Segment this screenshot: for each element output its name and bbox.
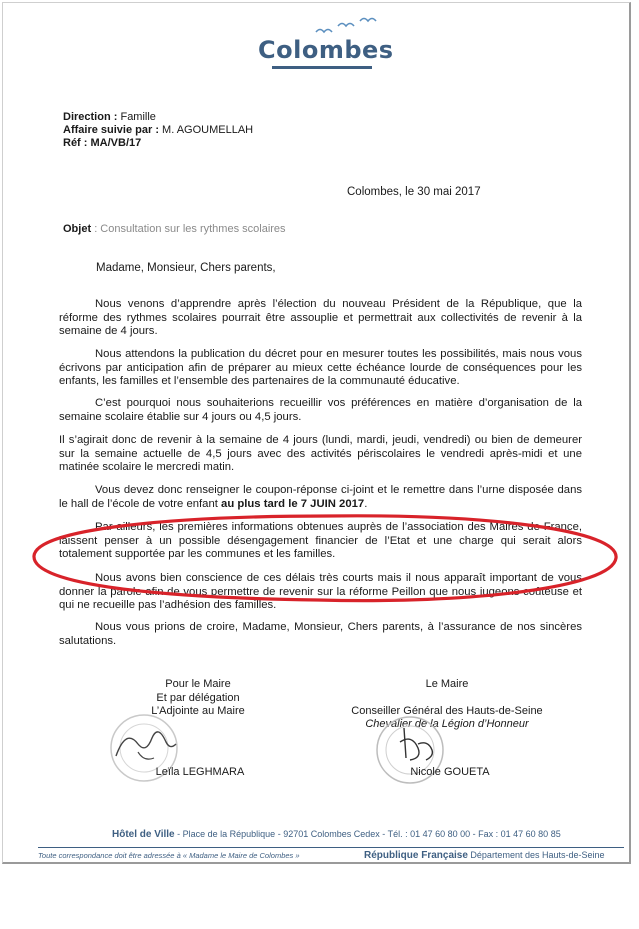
paragraph-5 xyxy=(59,484,582,511)
footer-departement: Département des Hauts-de-Seine xyxy=(467,850,605,860)
sig-right-line2: Conseiller Général des Hauts-de-Seine xyxy=(351,704,543,717)
footer-republique-label: République Française xyxy=(364,850,468,861)
sig-left-line1: Pour le Maire xyxy=(165,678,231,690)
paragraph-1 xyxy=(59,298,582,339)
deadline-text: au plus tard le 7 JUIN 2017 xyxy=(221,497,365,510)
paragraph-8 xyxy=(59,621,582,648)
paragraph-4-text: Il s’agirait donc de revenir à la semaine de 4 jours (lundi, mardi, jeudi, vendredi) ou bien de demeurer sur la semaine actuelle de 4,5 jours avec des activités périscolaires le vendredi après-midi et une matinée scolaire le mercredi matin. xyxy=(59,434,582,473)
paragraph-8-text: Nous vous prions de croire, Madame, Monsieur, Chers parents, à l’assurance de nos sincères salutations. xyxy=(59,621,582,647)
footer-correspondance: Toute correspondance doit être adressée à « Madame le Maire de Colombes » xyxy=(38,851,300,860)
paragraph-6-text: Par ailleurs, les premières informations obtenues auprès de l’association des Maires de France, laissent penser à un possible désengagement financier de l’Etat et une charge qui serait alors totalement supportée par les communes et les familles. xyxy=(59,521,582,560)
paragraph-4 xyxy=(59,434,582,475)
footer-hotel-label: Hôtel de Ville xyxy=(112,829,175,840)
direction-label: Direction : xyxy=(63,111,118,123)
paragraph-5-end: . xyxy=(364,497,368,510)
objet-label: Objet xyxy=(63,223,92,235)
footer-address xyxy=(112,829,561,840)
paragraph-2-text: Nous attendons la publication du décret pour en mesurer toutes les possibilités, mais nous vous écrivons par anticipation afin de préparer au mieux cette échéance lourde de conséquences pour les enfants, les familles et l’ensemble des partenaires de la communauté éducative. xyxy=(59,348,582,387)
affaire-label: Affaire suivie par : xyxy=(63,124,159,136)
reference-block xyxy=(63,111,253,150)
objet-value: : Consultation sur les rythmes scolaires xyxy=(94,223,286,235)
affaire-line xyxy=(63,124,253,137)
birds-icon xyxy=(314,16,384,36)
ref-value: MA/VB/17 xyxy=(90,137,142,149)
signatory-right-name: Nicole GOUETA xyxy=(410,766,490,778)
paragraph-1-text: Nous venons d’apprendre après l’élection du nouveau Président de la République, que la réforme des rythmes scolaires pourrait être assouplie et permettrait aux collectivités de revenir à la semaine de 4 jours. xyxy=(59,298,582,337)
letter-date: Colombes, le 30 mai 2017 xyxy=(347,186,481,198)
paragraph-3 xyxy=(59,397,582,424)
footer-address-text: - Place de la République - 92701 Colombes Cedex - Tél. : 01 47 60 80 00 - Fax : 01 47 60 80 85 xyxy=(174,829,561,839)
affaire-value: M. AGOUMELLAH xyxy=(162,124,254,136)
direction-line xyxy=(63,111,253,124)
signatory-left-name: Leïla LEGHMARA xyxy=(155,766,245,778)
paragraph-7-text: Nous avons bien conscience de ces délais très courts mais il nous apparaît important de vous donner la parole afin de vous permettre de revenir sur la réforme Peillon que nous jugeons coûteuse et qui ne recueille pas l’adhésion des familles. xyxy=(59,572,582,611)
red-ellipse-annotation xyxy=(28,510,620,606)
paragraph-5-text: Vous devez donc renseigner le coupon-réponse ci-joint et le remettre dans l’urne disposée dans le hall de l’école de votre enfant xyxy=(59,484,582,510)
footer-rule xyxy=(38,847,624,848)
logo-text: Colombes xyxy=(258,36,394,64)
direction-value: Famille xyxy=(120,111,156,123)
footer-republique xyxy=(364,850,605,861)
colombes-logo xyxy=(258,16,394,68)
sig-right-line1: Le Maire xyxy=(425,678,469,690)
greeting: Madame, Monsieur, Chers parents, xyxy=(96,262,276,274)
logo-underline xyxy=(272,66,372,69)
sig-left-line3: L’Adjointe au Maire xyxy=(151,705,245,717)
ref-line xyxy=(63,137,253,150)
sig-right-line3: Chevalier de la Légion d’Honneur xyxy=(365,718,529,730)
objet-line xyxy=(63,223,286,235)
sig-left-line2: Et par délégation xyxy=(156,691,240,704)
paragraph-2 xyxy=(59,348,582,389)
ref-label: Réf : xyxy=(63,137,88,149)
paragraph-3-text: C’est pourquoi nous souhaiterions recueillir vos préférences en matière d’organisation de la semaine scolaire établie sur 4 jours ou 4,5 jours. xyxy=(59,397,582,423)
